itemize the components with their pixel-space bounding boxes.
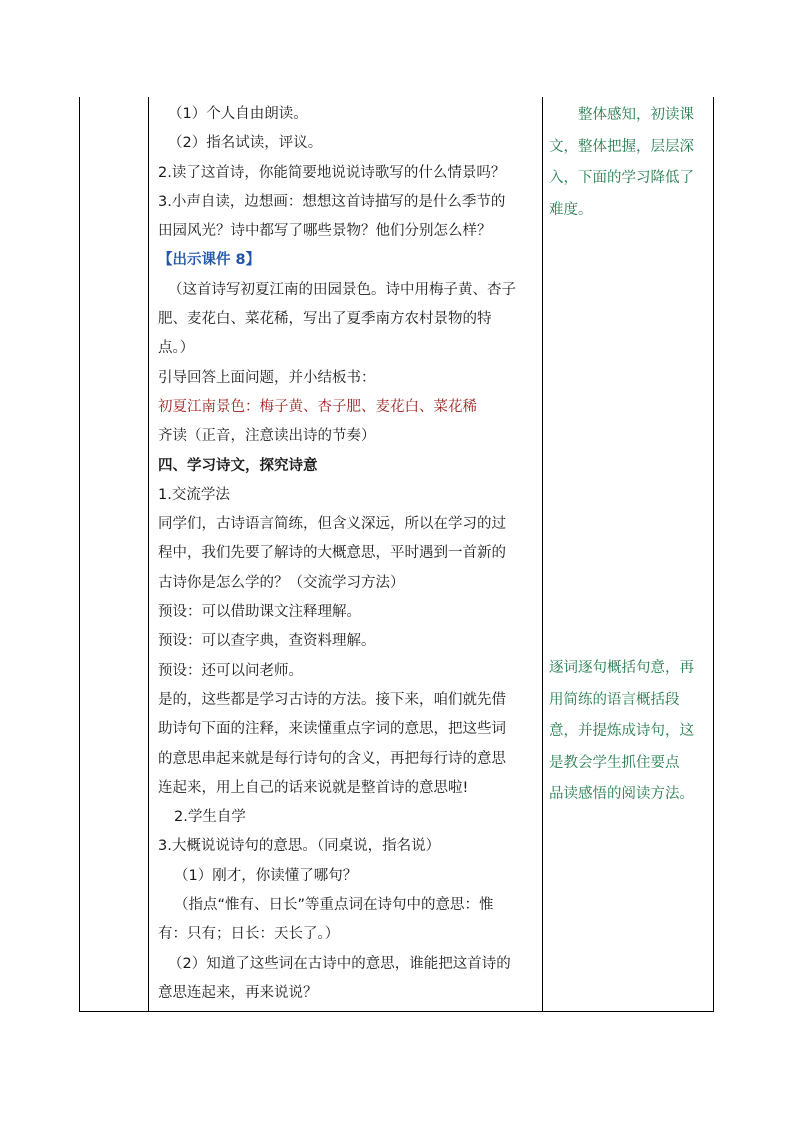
step-line: 1.交流学法 (158, 486, 230, 503)
step-line: （1）个人自由朗读。 (168, 106, 308, 122)
step-line: （这首诗写初夏江南的田园景色。诗中用梅子黄、杏子 (168, 281, 516, 298)
design-note-2 (549, 653, 694, 811)
step-line: 田园风光？诗中都写了哪些景物？他们分别怎么样？ (158, 223, 492, 240)
table-right-border (713, 97, 714, 1012)
step-line: （指点“惟有、日长”等重点词在诗句中的意思：惟 (174, 897, 494, 914)
table-column-divider-1 (148, 97, 149, 1012)
step-line: 意思连起来，再来说说？ (158, 984, 318, 1001)
step-line: 3.大概说说诗句的意思。（同桌说，指名说） (158, 838, 441, 855)
note-line: 难度。 (549, 201, 593, 218)
step-line: 3.小声自读，边想画：想想这首诗描写的是什么季节的 (158, 193, 506, 210)
step-line: 肥、麦花白、菜花稀，写出了夏季南方农村景物的特 (158, 311, 492, 328)
board-summary: 初夏江南景色：梅子黄、杏子肥、麦花白、菜花稀 (158, 398, 477, 415)
step-line: 2.学生自学 (174, 809, 246, 826)
note-line: 意，并提炼成诗句，这 (549, 723, 694, 739)
table-column-divider-2 (542, 97, 543, 1012)
note-line: 逐词逐句概括句意，再 (549, 660, 694, 676)
note-line: 文，整体把握，层层深 (549, 138, 694, 155)
step-line: （1）刚才，你读懂了哪句？ (174, 867, 358, 884)
step-line: 预设：还可以问老师。 (158, 662, 303, 679)
table-bottom-border (79, 1011, 714, 1012)
step-line: 的意思串起来就是每行诗句的含义，再把每行诗的意思 (158, 750, 506, 767)
note-line: 入，下面的学习降低了 (549, 170, 694, 186)
design-note-1 (549, 100, 694, 226)
step-line: 预设：可以查字典，查资料理解。 (158, 633, 376, 650)
step-line: 点。） (158, 340, 195, 357)
table-left-border (79, 97, 80, 1012)
step-line: （2）知道了这些词在古诗中的意思，谁能把这首诗的 (168, 955, 511, 972)
step-line: 程中，我们先要了解诗的大概意思，平时遇到一首新的 (158, 545, 506, 562)
step-line: 是的，这些都是学习古诗的方法。接下来，咱们就先借 (158, 691, 506, 708)
step-line: 连起来，用上自己的话来说就是整首诗的意思啦! (158, 779, 469, 796)
note-line: 用简练的语言概括段 (549, 691, 680, 708)
note-line: 整体感知，初读课 (549, 107, 694, 123)
step-line: 助诗句下面的注释，来读懂重点字词的意思，把这些词 (158, 721, 506, 738)
step-line: 齐读（正音，注意读出诗的节奏） (158, 428, 376, 445)
lesson-steps-column (158, 100, 542, 1008)
step-line: 2.读了这首诗，你能简要地说说诗歌写的什么情景吗？ (158, 164, 506, 181)
step-line: 预设：可以借助课文注释理解。 (158, 604, 361, 621)
courseware-tag: 【出示课件 8】 (158, 252, 261, 269)
section-heading: 四、学习诗文，探究诗意 (158, 457, 318, 474)
step-line: 有：只有；日长：天长了。） (158, 926, 340, 943)
step-line: 古诗你是怎么学的？（交流学习方法） (158, 574, 405, 591)
step-line: 引导回答上面问题，并小结板书： (158, 369, 376, 386)
note-line: 品读感悟的阅读方法。 (549, 786, 694, 802)
note-line: 是教会学生抓住要点 (549, 754, 680, 771)
step-line: 同学们，古诗语言简练，但含义深远，所以在学习的过 (158, 516, 506, 533)
step-line: （2）指名试读，评议。 (168, 135, 323, 152)
